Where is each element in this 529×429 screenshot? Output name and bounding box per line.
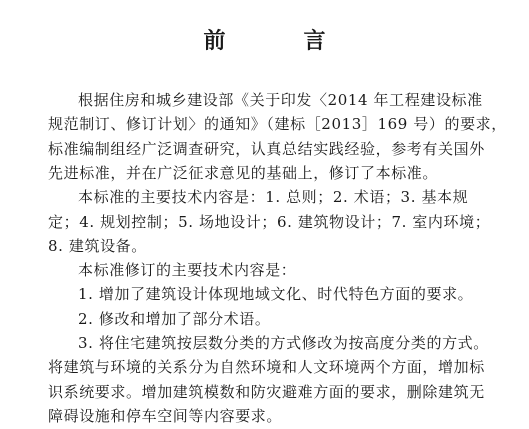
paragraph-line: 本标准的主要技术内容是：1. 总则；2. 术语；3. 基本规 [78,188,469,207]
paragraph-line: 识系统要求。增加建筑模数和防灾避难方面的要求，删除建筑无 [48,382,485,401]
paragraph-line: 标准编制组经广泛调查研究，认真总结实践经验，参考有关国外 [48,139,485,158]
list-item: 3. 将住宅建筑按层数分类的方式修改为按高度分类的方式。 [78,334,489,352]
paragraph-line: 将建筑与环境的关系分为自然环境和人文环境两个方面，增加标 [48,358,485,377]
paragraph-line: 规范制订、修订计划〉的通知》（建标［2013］169 号）的要求， [48,115,507,134]
paragraph-line: 定；4. 规划控制；5. 场地设计；6. 建筑物设计；7. 室内环境； [48,212,491,231]
list-item: 1. 增加了建筑设计体现地域文化、时代特色方面的要求。 [78,285,474,304]
paragraph-line: 先进标准，并在广泛征求意见的基础上，修订了本标准。 [48,163,439,182]
paragraph-line: 障碍设施和停车空间等内容要求。 [48,406,283,425]
paragraph-line: 本标准修订的主要技术内容是： [78,261,297,280]
paragraph-line: 根据住房和城乡建设部《关于印发〈2014 年工程建设标准 [78,91,483,109]
list-item: 2. 修改和增加了部分术语。 [78,309,271,328]
paragraph-line: 8. 建筑设备。 [48,236,147,255]
page-title: 前 言 [203,28,354,54]
